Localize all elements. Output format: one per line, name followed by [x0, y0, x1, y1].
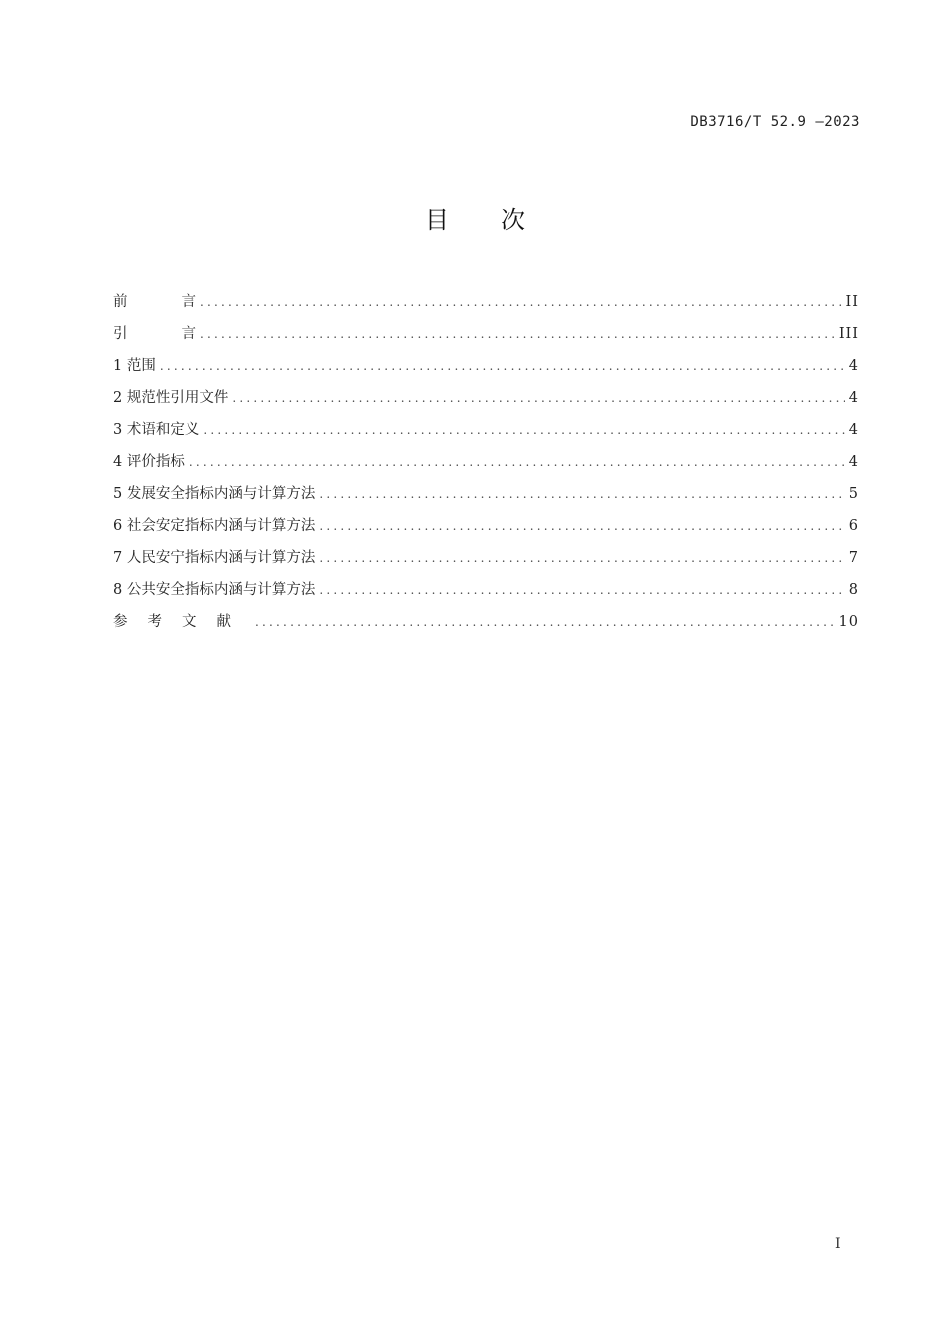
document-code: DB3716/T 52.9 —2023 [690, 114, 860, 130]
toc-entry-page: 7 [848, 550, 859, 566]
toc-entry-page: 4 [848, 390, 859, 406]
toc-entry-page: 4 [848, 358, 859, 374]
toc-entry-scope[interactable] [113, 350, 859, 382]
toc-entry-label: 4 评价指标 [113, 454, 185, 470]
toc-dot-leader [200, 318, 835, 350]
table-of-contents [113, 286, 859, 638]
toc-dot-leader [255, 606, 835, 638]
toc-entry-label: 前言 [113, 294, 196, 310]
toc-entry-section-5[interactable] [113, 478, 859, 510]
toc-entry-label: 1 范围 [113, 358, 156, 374]
toc-entry-section-7[interactable] [113, 542, 859, 574]
toc-dot-leader [200, 286, 842, 318]
toc-dot-leader [160, 350, 845, 382]
toc-entry-label: 引言 [113, 326, 196, 342]
toc-dot-leader [319, 574, 844, 606]
toc-entry-terms-definitions[interactable] [113, 414, 859, 446]
toc-entry-label: 7 人民安宁指标内涵与计算方法 [113, 550, 316, 566]
toc-entry-introduction[interactable] [113, 318, 859, 350]
toc-dot-leader [203, 414, 844, 446]
toc-dot-leader [189, 446, 845, 478]
toc-dot-leader [319, 510, 844, 542]
page-title: 目次 [425, 206, 577, 234]
toc-entry-page: III [838, 326, 859, 342]
toc-entry-foreword[interactable] [113, 286, 859, 318]
toc-entry-label: 5 发展安全指标内涵与计算方法 [113, 486, 316, 502]
toc-dot-leader [319, 478, 844, 510]
toc-entry-label: 3 术语和定义 [113, 422, 200, 438]
toc-entry-page: II [845, 294, 859, 310]
toc-entry-section-8[interactable] [113, 574, 859, 606]
toc-entry-page: 4 [848, 422, 859, 438]
toc-dot-leader [319, 542, 844, 574]
page-number: I [835, 1236, 841, 1252]
toc-entry-section-6[interactable] [113, 510, 859, 542]
toc-entry-label: 6 社会安定指标内涵与计算方法 [113, 518, 316, 534]
toc-entry-label: 2 规范性引用文件 [113, 390, 229, 406]
toc-entry-page: 8 [848, 582, 859, 598]
toc-entry-label: 8 公共安全指标内涵与计算方法 [113, 582, 316, 598]
toc-entry-page: 4 [848, 454, 859, 470]
toc-entry-label: 参考文献 [113, 614, 251, 630]
toc-entry-page: 5 [848, 486, 859, 502]
toc-entry-normative-references[interactable] [113, 382, 859, 414]
toc-entry-page: 6 [848, 518, 859, 534]
toc-entry-page: 10 [838, 614, 859, 630]
toc-dot-leader [232, 382, 844, 414]
toc-entry-bibliography[interactable] [113, 606, 859, 638]
toc-entry-evaluation-indicators[interactable] [113, 446, 859, 478]
